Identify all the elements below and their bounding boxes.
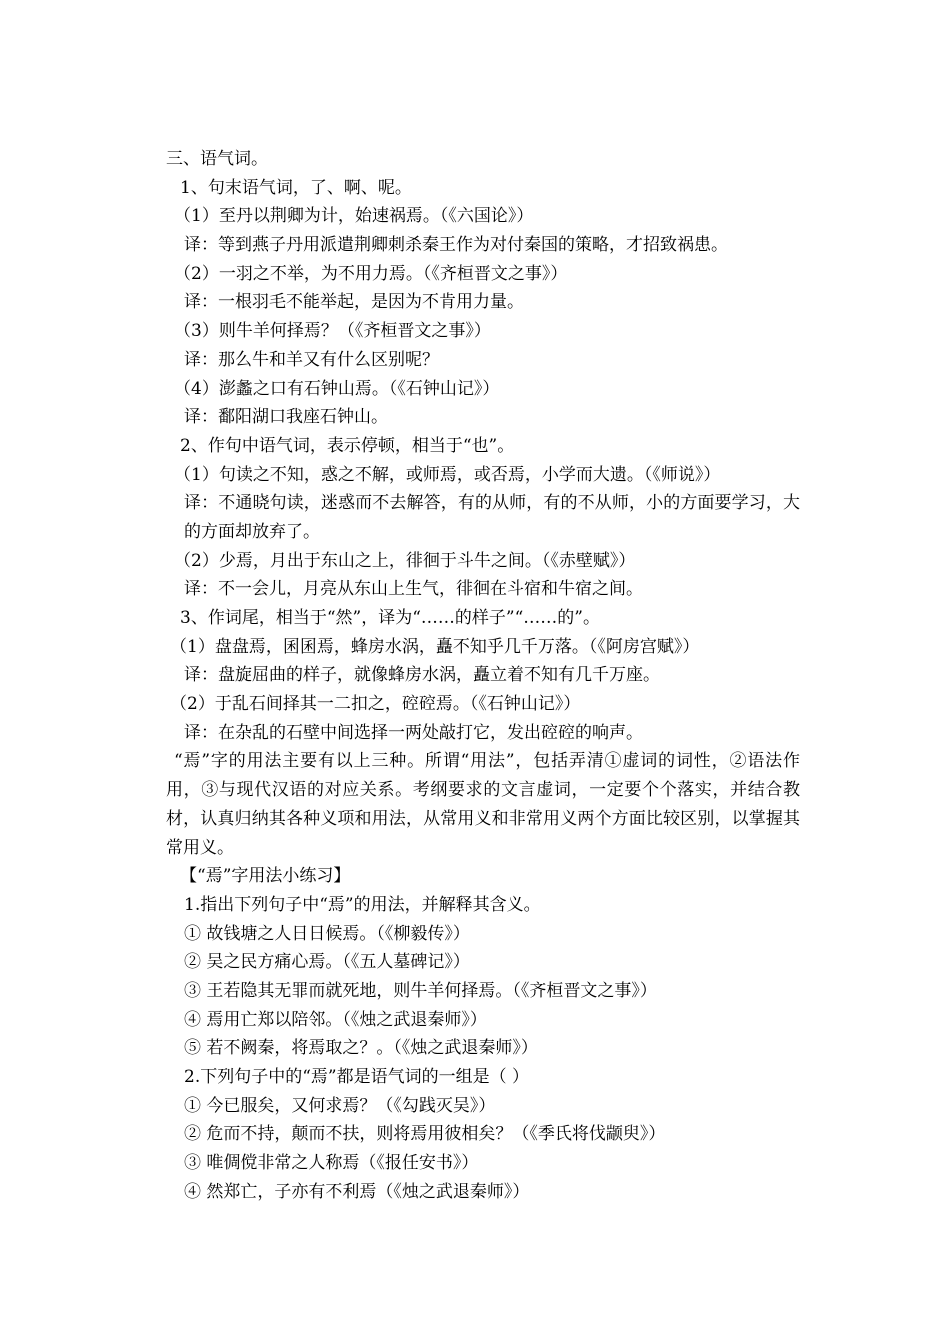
exercise-item: ③ 唯倜傥非常之人称焉（《报任安书》）	[184, 1153, 479, 1174]
exercise-question-2: 2.下列句子中的“焉”都是语气词的一组是（ ）	[184, 1067, 530, 1088]
translation-paragraph: 译：不通晓句读，迷惑而不去解答，有的从师，有的不从师，小的方面要学习，大的方面却放弃了。	[184, 493, 800, 542]
exercise-item: ② 危而不持，颠而不扶，则将焉用彼相矣？（《季氏将伐颛臾》）	[184, 1124, 666, 1145]
example-line: （1）至丹以荆卿为计，始速祸焉。（《六国论》）	[174, 206, 534, 227]
example-line: （1）盘盘焉，囷囷焉，蜂房水涡，矗不知乎几千万落。（《阿房宫赋》）	[170, 636, 700, 657]
exercise-heading: 【“焉”字用法小练习】	[180, 866, 351, 887]
translation-line: 译：盘旋屈曲的样子，就像蜂房水涡，矗立着不知有几千万座。	[184, 665, 660, 686]
subheading-2: 2、作句中语气词，表示停顿，相当于“也”。	[180, 435, 515, 456]
example-line: （2）少焉，月出于东山之上，徘徊于斗牛之间。（《赤壁赋》）	[174, 550, 636, 571]
exercise-item: ④ 焉用亡郑以陪邻。（《烛之武退秦师》）	[184, 1009, 487, 1030]
exercise-item: ① 今已服矣，又何求焉？（《勾践灭吴》）	[184, 1095, 496, 1116]
exercise-item: ① 故钱塘之人日日候焉。（《柳毅传》）	[184, 923, 470, 944]
exercise-item: ② 吴之民方痛心焉。（《五人墓碑记》）	[184, 952, 470, 973]
exercise-item: ③ 王若隐其无罪而就死地，则牛羊何择焉。（《齐桓晋文之事》）	[184, 981, 657, 1002]
exercise-item: ④ 然郑亡，子亦有不利焉（《烛之武退秦师》）	[184, 1181, 530, 1202]
translation-line: 译：等到燕子丹用派遣荆卿刺杀秦王作为对付秦国的策略，才招致祸患。	[184, 235, 728, 256]
translation-line: 译：那么牛和羊又有什么区别呢？	[184, 349, 439, 370]
example-line: （2）一羽之不举，为不用力焉。（《齐桓晋文之事》）	[174, 263, 568, 284]
section-heading: 三、语气词。	[166, 149, 268, 169]
example-line: （4）澎蠡之口有石钟山焉。（《石钟山记》）	[174, 378, 500, 399]
example-line: （1）句读之不知，惑之不解，或师焉，或否焉，小学而大遗。（《师说》）	[174, 464, 721, 485]
translation-line: 译：一根羽毛不能举起，是因为不肯用力量。	[184, 292, 524, 313]
exercise-question-1: 1.指出下列句子中“焉”的用法，并解释其含义。	[184, 894, 541, 915]
example-line: （3）则牛羊何择焉？（《齐桓晋文之事》）	[174, 321, 491, 342]
document-page	[166, 145, 800, 1207]
subheading-1: 1、句末语气词，了、啊、呢。	[180, 177, 412, 198]
translation-line: 译：在杂乱的石壁中间选择一两处敲打它，发出硿硿的响声。	[184, 722, 643, 743]
subheading-3: 3、作词尾，相当于“然”，译为“……的样子”“……的”。	[180, 608, 600, 629]
translation-line: 译：不一会儿，月亮从东山上生气，徘徊在斗宿和牛宿之间。	[184, 579, 643, 600]
summary-paragraph: “焉”字的用法主要有以上三种。所谓“用法”，包括弄清①虚词的词性，②语法作用，③与现代汉语的对应关系。考纲要求的文言虚词，一定要个个落实，并结合教材，认真归纳其各种义项和用法，从常用义和非常用义两个方面比较区别，以掌握其常用义。	[166, 751, 800, 858]
translation-line: 译：鄱阳湖口我座石钟山。	[184, 407, 388, 428]
example-line: （2）于乱石间择其一二扣之，硿硿焉。（《石钟山记》）	[170, 694, 581, 715]
exercise-item: ⑤ 若不阙秦，将焉取之？。（《烛之武退秦师》）	[184, 1038, 538, 1059]
